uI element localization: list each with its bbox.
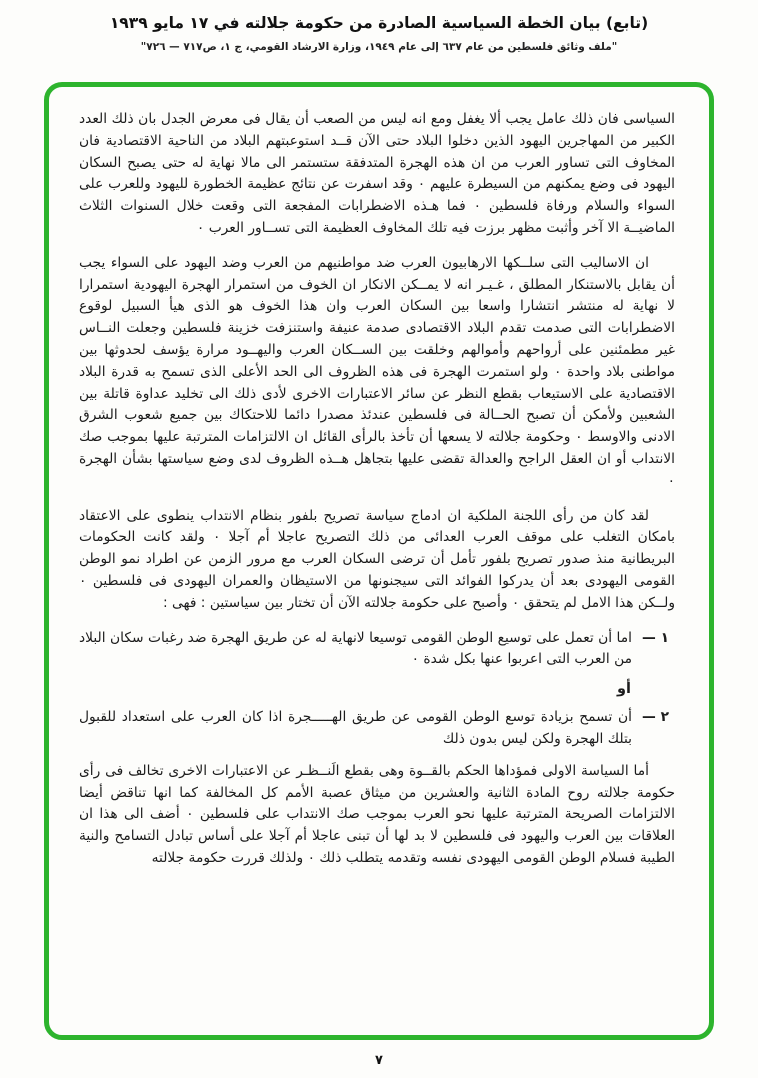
green-border-frame	[44, 82, 714, 1040]
page-number: ٧	[375, 1053, 383, 1068]
body-paragraph-closing: أما السياسة الاولى فمؤداها الحكم بالقــوة وهى بقطع الَنــظـر عن الاعتبارات الاخرى تخالف فى رأى حكومة جلالته روح المادة الثانية والعشرين من ميثاق عصبة الأمم كل المخالفة كما انها تناقض أيضا الالتزامات الصريحة المترتبة عليها نحو العرب بموجب صك الانتداب على فلسطين ٠ أضف الى هذا ان العلاقات بين العرب واليهود فى فلسطين لا بد لها أن تبنى عاجلا أم آجلا على أساس تبادل التسامح والنية الطيبة فسلام الوطن القومى اليهودى نفسه وتقدمه يتطلب ذلك ٠ ولذلك قررت حكومة جلالته	[79, 762, 675, 866]
item-2-marker: ٢ —	[641, 709, 669, 726]
page-footer	[0, 1049, 758, 1068]
body-paragraph-1: السياسى فان ذلك عامل يجب ألا يغفل ومع انه ليس من الصعب أن يقال فى معرض الجدل بان ذلك العدد الكبير من المهاجرين اليهود الذين دخلوا البلاد حتى الآن قــد استوعبتهم البلاد من الناحية الاقتصادية فان المخاوف التى تساور العرب من ان هذه الهجرة المتدفقة ستستمر الى مالا نهاية له حتى يصبح السكان اليهود فى وضع يمكنهم من السيطرة عليهم ٠ وقد اسفرت عن نتائج عظيمة الخطورة لليهود وللعرب على السواء والسلام ورفاة فلسطين ٠ فما هـذه الاضطرابات المفجعة التى وقعت خلال السنوات الثلاث الماضيــة الا آخر وأثبت مظهر برزت فيه تلك المخاوف العظيمة التى تســاور العرب ٠	[79, 111, 675, 236]
item-1-marker: ١ —	[641, 629, 669, 646]
numbered-item-2	[79, 707, 669, 751]
document-title: (تابع) بيان الخطة السياسية الصادرة من حكومة جلالته في ١٧ مايو ١٩٣٩	[109, 14, 649, 32]
or-connector-label: أو	[617, 681, 631, 698]
source-citation-line: "ملف وثائق فلسطين من عام ٦٣٧ إلى عام ١٩٤٩، وزارة الارشاد القومي، ج ١، ص٧١٧ — ٧٢٦"	[140, 41, 618, 53]
page-header	[0, 14, 758, 53]
item-1-text: اما أن تعمل على توسيع الوطن القومى توسيعا لانهاية له عن طريق الهجرة ضد رغبات سكان البلاد من العرب التى اعربوا عنها بكل شدة ٠	[79, 629, 632, 668]
item-2-text: أن تسمح بزيادة توسع الوطن القومى عن طريق الهـــــجرة اذا كان العرب على استعداد للقبول بتلك الهجرة ولكن ليس بدون ذلك	[79, 709, 632, 747]
numbered-item-1	[79, 628, 669, 672]
body-paragraph-2: ان الاساليب التى سلــكها الارهابيون العرب ضد مواطنيهم من العرب وضد اليهود على السواء يجب أن يقابل بالاستنكار المطلق ، غـيـر انه لا يمــكن الانكار ان الخوف من استمرار الهجرة اليهودية استمرارا لا نهاية له منتشر انتشارا واسعا بين السكان العرب وان هذا الخوف هو الذى هيأ السبيل لوقوع الاضطرابات التى صدمت تقدم البلاد الاقتصادى صدمة عنيفة واستنزفت خزينة فلسطين وجعلت النــاس غير مطمئنين على أرواحهم وأموالهم وخلقت بين الســكان العرب واليهــود مرارة يؤسف لحدوثها بين مواطنى بلاد واحدة ٠ ولو استمرت الهجرة فى هذه الظروف الى الحد الأعلى الذى تسمح به قدرة البلاد الاقتصادية على الاستيعاب بقطع النظر عن سائر الاعتبارات الاخرى لأدى ذلك الى تخليد عداوة قاتلة بين الشعبين ولأمكن أن تصبح الحــالة فى فلسطين عندئذ مصدرا دائما للاحتكاك بين جميع شعوب الشرق الادنى والاوسط ٠ وحكومة جلالته لا يسعها أن تأخذ بالرأى القائل ان الالتزامات المترتبة عليها بموجب صك الانتداب أو ان العقل الراجح والعدالة تقضى عليها بتجاهل هــذه الظروف لدى وضع سياستها بشأن الهجرة ٠	[79, 254, 675, 489]
body-paragraph-3: لقد كان من رأى اللجنة الملكية ان ادماج سياسة تصريح بلفور بنظام الانتداب ينطوى على الاعتقاد بامكان التغلب على موقف العرب العدائى من ذلك التصريح عاجلا أم آجلا ٠ ولقد كانت الحكومات البريطانية منذ صدور تصريح بلفور تأمل أن ترضى السكان العرب مع مرور الزمن عن اطراد نمو الوطن القومى اليهودى بعد أن يدركوا الفوائد التى سيجنونها من الاستيظان والعمران اليهودى فى فلسطين ٠ ولــكن هذا الامل لم يتحقق ٠ وأصبح على حكومة جلالته الآن أن تختار بين سياستين : فهى :	[79, 507, 675, 611]
